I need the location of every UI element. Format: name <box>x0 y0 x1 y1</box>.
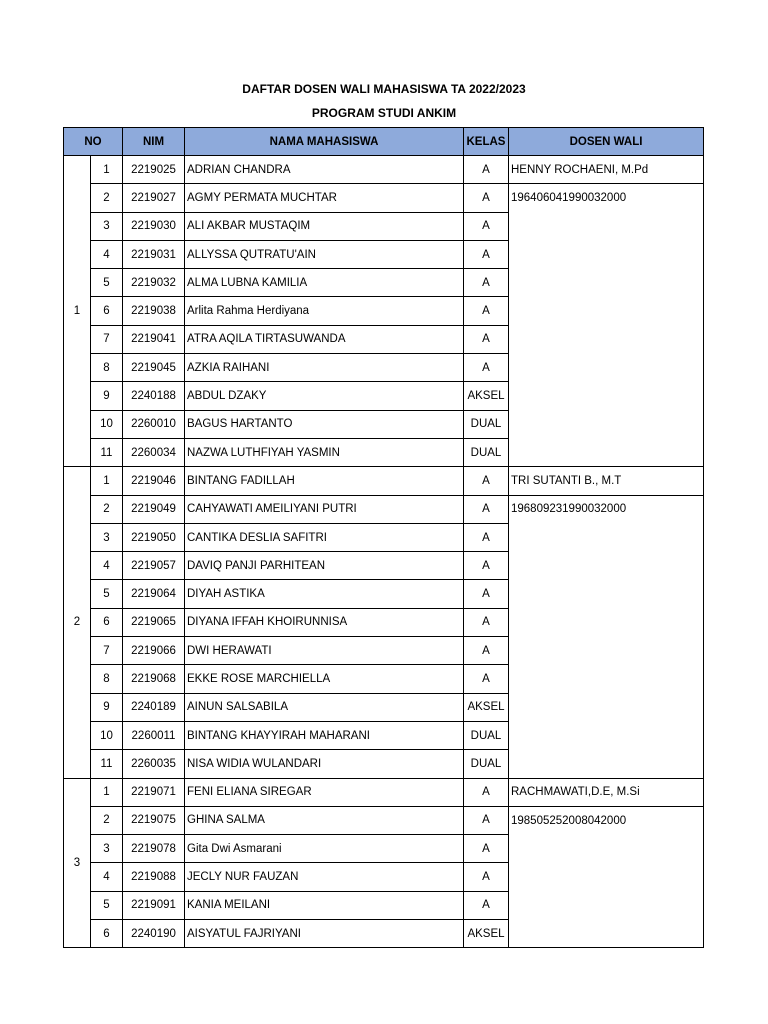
dosen-wali-table <box>63 127 704 948</box>
student-nim: 2219075 <box>123 806 185 834</box>
student-nim: 2219088 <box>123 863 185 891</box>
dosen-nip: 196406041990032000 <box>509 184 704 212</box>
table-row <box>64 608 704 636</box>
student-kelas: A <box>464 863 509 891</box>
dosen-empty-cell <box>509 269 704 297</box>
student-nim: 2219045 <box>123 354 185 382</box>
student-kelas: A <box>464 212 509 240</box>
student-name: AZKIA RAIHANI <box>185 354 464 382</box>
student-no: 11 <box>91 438 123 466</box>
student-name: ADRIAN CHANDRA <box>185 156 464 184</box>
dosen-empty-cell <box>509 523 704 551</box>
student-name: DIYANA IFFAH KHOIRUNNISA <box>185 608 464 636</box>
table-row <box>64 778 704 806</box>
student-kelas: A <box>464 325 509 353</box>
student-name: NISA WIDIA WULANDARI <box>185 750 464 778</box>
table-row <box>64 552 704 580</box>
student-name: Gita Dwi Asmarani <box>185 835 464 863</box>
student-kelas: A <box>464 806 509 834</box>
table-row <box>64 325 704 353</box>
student-nim: 2240188 <box>123 382 185 410</box>
student-no: 8 <box>91 665 123 693</box>
table-row <box>64 240 704 268</box>
student-no: 4 <box>91 863 123 891</box>
table-row <box>64 721 704 749</box>
dosen-empty-cell <box>509 552 704 580</box>
student-no: 1 <box>91 778 123 806</box>
dosen-empty-cell <box>509 438 704 466</box>
table-row <box>64 410 704 438</box>
student-kelas: A <box>464 354 509 382</box>
document-title: DAFTAR DOSEN WALI MAHASISWA TA 2022/2023 <box>242 82 526 96</box>
table-row <box>64 920 704 948</box>
student-no: 3 <box>91 523 123 551</box>
dosen-empty-cell <box>509 891 704 919</box>
student-nim: 2219038 <box>123 297 185 325</box>
student-name: AISYATUL FAJRIYANI <box>185 920 464 948</box>
student-no: 5 <box>91 580 123 608</box>
dosen-empty-cell <box>509 325 704 353</box>
table-row <box>64 354 704 382</box>
student-name: EKKE ROSE MARCHIELLA <box>185 665 464 693</box>
student-no: 10 <box>91 410 123 438</box>
header-nim: NIM <box>123 128 185 156</box>
document-subtitle: PROGRAM STUDI ANKIM <box>311 106 457 120</box>
student-no: 9 <box>91 693 123 721</box>
student-kelas: A <box>464 184 509 212</box>
header-no: NO <box>64 128 123 156</box>
student-no: 9 <box>91 382 123 410</box>
student-name: ATRA AQILA TIRTASUWANDA <box>185 325 464 353</box>
student-name: AINUN SALSABILA <box>185 693 464 721</box>
dosen-empty-cell <box>509 721 704 749</box>
header-nama: NAMA MAHASISWA <box>185 128 464 156</box>
table-row <box>64 835 704 863</box>
student-kelas: DUAL <box>464 721 509 749</box>
student-kelas: DUAL <box>464 410 509 438</box>
dosen-empty-cell <box>509 212 704 240</box>
student-nim: 2219032 <box>123 269 185 297</box>
student-no: 3 <box>91 835 123 863</box>
group-number: 3 <box>64 778 91 948</box>
student-nim: 2219030 <box>123 212 185 240</box>
student-name: ALLYSSA QUTRATU'AIN <box>185 240 464 268</box>
student-no: 6 <box>91 920 123 948</box>
student-nim: 2219041 <box>123 325 185 353</box>
student-name: BAGUS HARTANTO <box>185 410 464 438</box>
dosen-empty-cell <box>509 750 704 778</box>
dosen-empty-cell <box>509 665 704 693</box>
student-name: JECLY NUR FAUZAN <box>185 863 464 891</box>
student-no: 4 <box>91 552 123 580</box>
student-kelas: A <box>464 637 509 665</box>
header-kelas: KELAS <box>464 128 509 156</box>
student-no: 2 <box>91 806 123 834</box>
student-kelas: A <box>464 608 509 636</box>
table-row <box>64 523 704 551</box>
student-no: 10 <box>91 721 123 749</box>
student-kelas: A <box>464 240 509 268</box>
student-nim: 2260010 <box>123 410 185 438</box>
student-nim: 2219046 <box>123 467 185 495</box>
student-no: 2 <box>91 184 123 212</box>
student-name: BINTANG FADILLAH <box>185 467 464 495</box>
student-name: DAVIQ PANJI PARHITEAN <box>185 552 464 580</box>
dosen-empty-cell <box>509 693 704 721</box>
dosen-empty-cell <box>509 637 704 665</box>
table-row <box>64 863 704 891</box>
dosen-empty-cell <box>509 863 704 891</box>
table-row <box>64 806 704 834</box>
student-nim: 2240190 <box>123 920 185 948</box>
student-kelas: DUAL <box>464 438 509 466</box>
student-no: 8 <box>91 354 123 382</box>
student-kelas: A <box>464 523 509 551</box>
student-kelas: AKSEL <box>464 693 509 721</box>
student-name: DIYAH ASTIKA <box>185 580 464 608</box>
dosen-empty-cell <box>509 580 704 608</box>
student-nim: 2260034 <box>123 438 185 466</box>
student-nim: 2219027 <box>123 184 185 212</box>
table-row <box>64 637 704 665</box>
table-row <box>64 156 704 184</box>
student-name: AGMY PERMATA MUCHTAR <box>185 184 464 212</box>
student-name: ABDUL DZAKY <box>185 382 464 410</box>
student-name: Arlita Rahma Herdiyana <box>185 297 464 325</box>
dosen-empty-cell <box>509 382 704 410</box>
table-row <box>64 438 704 466</box>
table-header-row <box>64 128 704 156</box>
table-row <box>64 212 704 240</box>
student-name: NAZWA LUTHFIYAH YASMIN <box>185 438 464 466</box>
student-nim: 2219071 <box>123 778 185 806</box>
student-kelas: AKSEL <box>464 920 509 948</box>
student-kelas: A <box>464 467 509 495</box>
table-row <box>64 495 704 523</box>
table-row <box>64 693 704 721</box>
dosen-nip: 196809231990032000 <box>509 495 704 523</box>
student-kelas: A <box>464 665 509 693</box>
student-no: 4 <box>91 240 123 268</box>
table-row <box>64 891 704 919</box>
table-row <box>64 269 704 297</box>
dosen-empty-cell <box>509 297 704 325</box>
group-number: 2 <box>64 467 91 778</box>
student-name: GHINA SALMA <box>185 806 464 834</box>
student-no: 5 <box>91 891 123 919</box>
student-name: FENI ELIANA SIREGAR <box>185 778 464 806</box>
student-kelas: AKSEL <box>464 382 509 410</box>
student-no: 7 <box>91 637 123 665</box>
dosen-name: TRI SUTANTI B., M.T <box>509 467 704 495</box>
student-kelas: A <box>464 778 509 806</box>
student-nim: 2219025 <box>123 156 185 184</box>
dosen-empty-cell <box>509 410 704 438</box>
student-no: 6 <box>91 608 123 636</box>
student-no: 6 <box>91 297 123 325</box>
student-kelas: DUAL <box>464 750 509 778</box>
student-name: CAHYAWATI AMEILIYANI PUTRI <box>185 495 464 523</box>
student-no: 1 <box>91 156 123 184</box>
table-row <box>64 184 704 212</box>
dosen-empty-cell <box>509 240 704 268</box>
dosen-empty-cell <box>509 354 704 382</box>
table-row <box>64 297 704 325</box>
student-nim: 2260035 <box>123 750 185 778</box>
dosen-nip: 198505252008042000 <box>509 806 704 834</box>
table-row <box>64 750 704 778</box>
student-kelas: A <box>464 891 509 919</box>
student-nim: 2219066 <box>123 637 185 665</box>
student-no: 5 <box>91 269 123 297</box>
dosen-empty-cell <box>509 920 704 948</box>
student-no: 1 <box>91 467 123 495</box>
student-nim: 2219050 <box>123 523 185 551</box>
header-dosen: DOSEN WALI <box>509 128 704 156</box>
student-no: 3 <box>91 212 123 240</box>
student-nim: 2219064 <box>123 580 185 608</box>
dosen-name: HENNY ROCHAENI, M.Pd <box>509 156 704 184</box>
dosen-empty-cell <box>509 835 704 863</box>
student-kelas: A <box>464 269 509 297</box>
student-nim: 2219065 <box>123 608 185 636</box>
student-nim: 2260011 <box>123 721 185 749</box>
table-body <box>64 156 704 948</box>
table-row <box>64 580 704 608</box>
student-no: 7 <box>91 325 123 353</box>
dosen-empty-cell <box>509 608 704 636</box>
student-kelas: A <box>464 297 509 325</box>
student-kelas: A <box>464 552 509 580</box>
student-no: 11 <box>91 750 123 778</box>
student-kelas: A <box>464 495 509 523</box>
student-nim: 2219068 <box>123 665 185 693</box>
student-name: BINTANG KHAYYIRAH MAHARANI <box>185 721 464 749</box>
dosen-name: RACHMAWATI,D.E, M.Si <box>509 778 704 806</box>
student-name: ALI AKBAR MUSTAQIM <box>185 212 464 240</box>
student-nim: 2219049 <box>123 495 185 523</box>
student-kelas: A <box>464 580 509 608</box>
student-nim: 2219057 <box>123 552 185 580</box>
table-row <box>64 665 704 693</box>
student-nim: 2219091 <box>123 891 185 919</box>
student-name: DWI HERAWATI <box>185 637 464 665</box>
student-nim: 2219078 <box>123 835 185 863</box>
student-no: 2 <box>91 495 123 523</box>
group-number: 1 <box>64 156 91 467</box>
student-name: ALMA LUBNA KAMILIA <box>185 269 464 297</box>
student-nim: 2219031 <box>123 240 185 268</box>
table-row <box>64 382 704 410</box>
student-nim: 2240189 <box>123 693 185 721</box>
student-kelas: A <box>464 156 509 184</box>
student-kelas: A <box>464 835 509 863</box>
student-name: KANIA MEILANI <box>185 891 464 919</box>
table-row <box>64 467 704 495</box>
student-name: CANTIKA DESLIA SAFITRI <box>185 523 464 551</box>
